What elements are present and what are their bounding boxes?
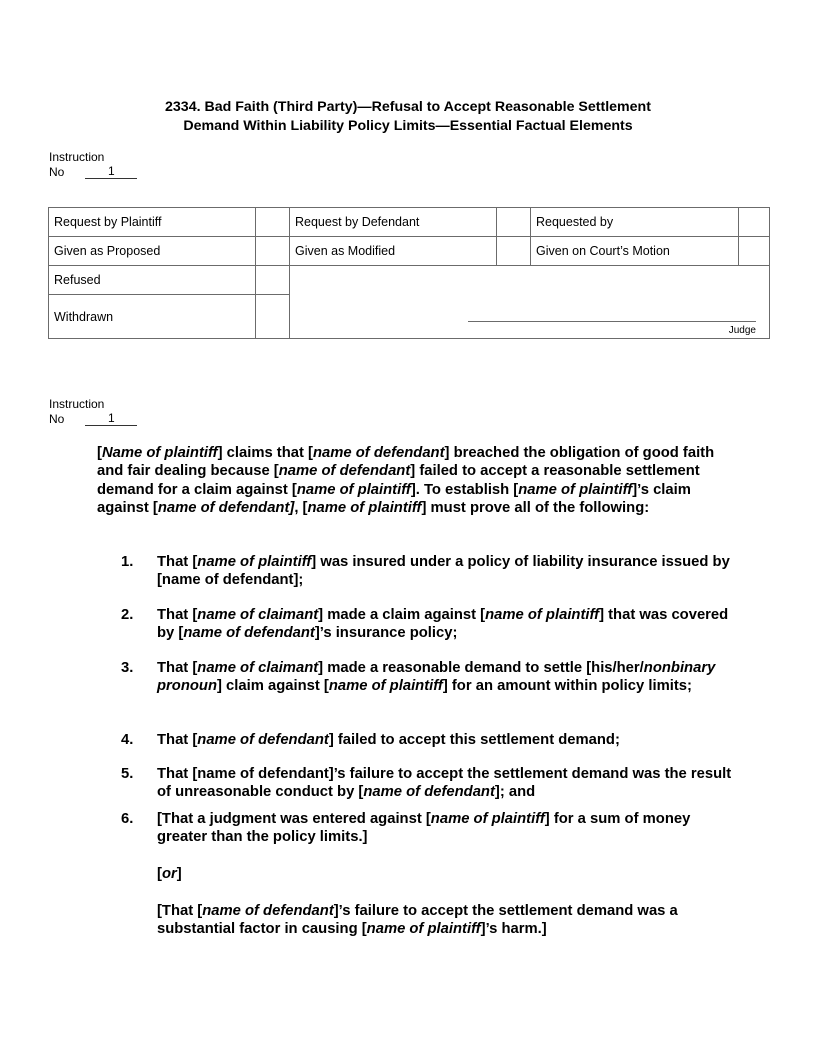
instruction-intro-paragraph — [97, 444, 737, 517]
placeholder-text: name of plaintiff — [518, 481, 633, 498]
requested-by-checkbox[interactable] — [739, 208, 770, 237]
body-text: That [ — [157, 607, 198, 623]
body-text: , [ — [294, 499, 308, 516]
placeholder-text: name of defendant — [363, 784, 495, 801]
element-item-3 — [97, 659, 737, 696]
title-line-2: Demand Within Liability Policy Limits—Essential Factual Elements — [183, 117, 633, 134]
request-by-plaintiff-checkbox[interactable] — [256, 208, 290, 237]
body-text: ] was insured under a policy of liability insurance issued by [name of defendant]; — [157, 554, 730, 589]
placeholder-text: Name of plaintiff — [101, 445, 218, 461]
element-text — [157, 810, 737, 847]
withdrawn-checkbox[interactable] — [256, 295, 290, 339]
no-label: No — [49, 164, 65, 179]
body-text: That [name of defendant]’s failure to accept the settlement demand was the result of unreasonable conduct by [ — [157, 766, 732, 801]
instruction-label: Instruction — [49, 397, 105, 411]
placeholder-text: name of defendant — [197, 732, 329, 748]
placeholder-text: name of plaintiff — [307, 499, 422, 516]
body-text: [That [ — [157, 903, 203, 919]
judge-signature-area — [290, 266, 770, 339]
placeholder-text: name of defendant — [202, 903, 334, 919]
body-text: ] — [176, 866, 182, 882]
given-as-proposed-label: Given as Proposed — [49, 237, 256, 266]
body-text: ]’s insurance policy; — [314, 625, 458, 642]
body-text: ] for a sum of money greater than the policy limits.] — [157, 811, 691, 846]
element-item-4 — [97, 731, 737, 749]
body-text: ] made a claim against [ — [318, 607, 486, 623]
body-text: ] failed to accept this settlement demand; — [328, 732, 620, 748]
element-text — [157, 731, 737, 749]
placeholder-text: name of defendant — [312, 445, 445, 461]
element-item-1 — [97, 553, 737, 590]
body-text: ]’s failure to accept the settlement demand was a substantial factor in causing [ — [157, 903, 678, 938]
body-text: [ — [97, 445, 102, 461]
body-text: [ — [157, 866, 162, 882]
document-title — [0, 98, 816, 135]
requested-by-label: Requested by — [531, 208, 739, 237]
element-number: 2. — [121, 607, 134, 623]
placeholder-text: name of defendant — [278, 463, 411, 480]
element-text — [157, 765, 737, 802]
placeholder-text: name of plaintiff — [485, 607, 600, 623]
request-by-plaintiff-label: Request by Plaintiff — [49, 208, 256, 237]
title-line-1: 2334. Bad Faith (Third Party)—Refusal to Accept Reasonable Settlement — [165, 99, 651, 115]
body-text: ] breached the obligation of good faith and fair dealing because [ — [97, 445, 715, 480]
instruction-number-bottom — [49, 397, 137, 426]
given-as-modified-label: Given as Modified — [290, 237, 497, 266]
placeholder-text: name of defendant — [183, 625, 315, 642]
element-text — [157, 865, 737, 883]
placeholder-text: name of claimant — [197, 660, 319, 676]
instruction-number-field[interactable]: 1 — [85, 412, 137, 426]
body-text: ] made a reasonable demand to settle [his/her/ — [318, 660, 644, 676]
body-text: ]’s claim against [ — [97, 481, 691, 516]
judge-signature-line[interactable] — [468, 321, 756, 322]
element-item-5 — [97, 765, 737, 802]
element-item-2 — [97, 606, 737, 643]
body-text: That [ — [157, 554, 198, 570]
placeholder-text: name of plaintiff — [366, 921, 481, 938]
refused-checkbox[interactable] — [256, 266, 290, 295]
placeholder-text: name of plaintiff — [197, 554, 312, 570]
element-number: 1. — [121, 554, 134, 570]
body-text: ]; and — [494, 784, 536, 801]
body-text: ] failed to accept a reasonable settlement demand for a claim against [ — [97, 463, 700, 498]
placeholder-text: name of plaintiff — [296, 481, 411, 498]
instruction-control-table — [48, 207, 770, 339]
judge-label: Judge — [728, 325, 756, 336]
refused-label: Refused — [49, 266, 256, 295]
element-text — [157, 902, 737, 939]
element-text — [157, 606, 737, 643]
placeholder-text: name of plaintiff — [430, 811, 545, 827]
instruction-label: Instruction — [49, 150, 105, 164]
given-as-proposed-checkbox[interactable] — [256, 237, 290, 266]
given-as-modified-checkbox[interactable] — [497, 237, 531, 266]
placeholder-text: nonbinary pronoun — [157, 660, 716, 695]
body-text: ] claim against [ — [217, 678, 329, 695]
placeholder-text: or — [161, 866, 177, 882]
request-by-defendant-checkbox[interactable] — [497, 208, 531, 237]
body-text: ] claims that [ — [217, 445, 313, 461]
element-number — [97, 865, 157, 883]
given-on-courts-motion-checkbox[interactable] — [739, 237, 770, 266]
request-by-defendant-label: Request by Defendant — [290, 208, 497, 237]
placeholder-text: name of defendant] — [157, 499, 295, 516]
element-text — [157, 659, 737, 696]
body-text: ]’s harm.] — [480, 921, 547, 938]
body-text: ] that was covered by [ — [157, 607, 729, 642]
placeholder-text: name of claimant — [197, 607, 319, 623]
instruction-number-field[interactable]: 1 — [85, 165, 137, 179]
element-number: 5. — [121, 766, 134, 782]
body-text: ] for an amount within policy limits; — [442, 678, 692, 695]
body-text: That [ — [157, 660, 198, 676]
placeholder-text: name of plaintiff — [328, 678, 443, 695]
instruction-number-top — [49, 150, 137, 179]
body-text: That [ — [157, 732, 198, 748]
element-text — [157, 553, 737, 590]
element-number — [97, 902, 157, 939]
element-number: 4. — [121, 732, 134, 748]
element-item-6 — [97, 810, 737, 847]
no-label: No — [49, 411, 65, 426]
body-text: [That a judgment was entered against [ — [157, 811, 431, 827]
element-number: 6. — [121, 811, 134, 827]
body-text: ]. To establish [ — [410, 481, 519, 498]
element-alternative — [97, 865, 737, 883]
element-alternative — [97, 902, 737, 939]
body-text: ] must prove all of the following: — [421, 499, 650, 516]
withdrawn-label: Withdrawn — [49, 295, 256, 339]
given-on-courts-motion-label: Given on Court’s Motion — [531, 237, 739, 266]
element-number: 3. — [121, 660, 134, 676]
